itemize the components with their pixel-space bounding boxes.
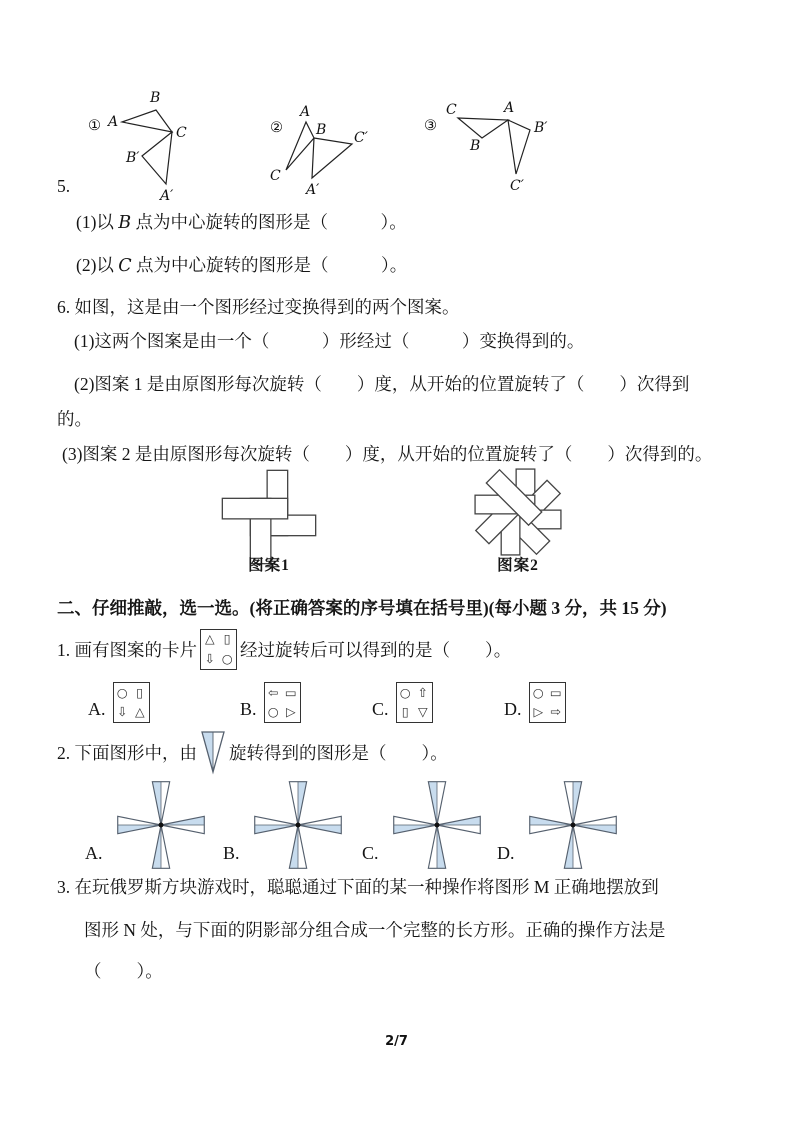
figure-rotation-2 <box>262 92 377 212</box>
pinwheel-c-label: C. <box>362 843 379 863</box>
option-d-card <box>529 682 566 723</box>
s2q2-option-d <box>497 775 623 880</box>
card-c-glyph-1: ○ <box>399 684 411 700</box>
figure3-triangle-rotated <box>508 120 530 174</box>
s2-question-2 <box>57 728 448 776</box>
option-b-label: B. <box>240 699 257 719</box>
s2q2-option-a <box>85 775 211 880</box>
s2q3-line-2: 图形 N 处，与下面的阴影部分组合成一个完整的长方形。正确的操作方法是 <box>84 920 666 940</box>
prompt-card-glyph-3: ⇩ <box>204 650 215 666</box>
card-a-glyph-3: ⇩ <box>117 704 128 719</box>
pinwheel-b-label: B. <box>223 843 240 863</box>
prompt-card-glyph-4: ○ <box>221 650 233 666</box>
card-b-glyph-4: ▷ <box>285 704 296 719</box>
s2q1-post: 经过旋转后可以得到的是（ ）。 <box>240 639 512 660</box>
card-d-glyph-3: ▷ <box>533 704 544 719</box>
s2q1-option-d <box>504 682 566 723</box>
s2-question-1 <box>57 627 511 671</box>
s2q3-line-3: （ ）。 <box>84 961 163 981</box>
q5p2-pre: (2)以 <box>76 255 119 275</box>
pinwheel-b-figure <box>248 775 348 880</box>
pinwheel-d-label: D. <box>497 843 515 863</box>
q5p2-point: C <box>118 256 132 276</box>
card-b-glyph-1: ⇦ <box>268 684 279 700</box>
s2q1-pre: 1. 画有图案的卡片 <box>57 639 197 660</box>
figure3-label-b: B <box>470 138 481 154</box>
question-5-part-1 <box>76 209 407 234</box>
figure1-label-c: C <box>176 125 187 141</box>
question-6-stem: 6. 如图，这是由一个图形经过变换得到的两个图案。 <box>57 297 460 317</box>
option-d-label: D. <box>504 699 522 719</box>
figure1-label-a-prime: A′ <box>160 188 174 204</box>
question-5-number: 5. <box>57 176 71 196</box>
figure1-triangle-abc <box>122 110 172 132</box>
figure1-label-b-prime: B′ <box>126 150 140 166</box>
figure2-label-a-prime: A′ <box>306 182 320 198</box>
s2q1-option-c <box>372 682 433 723</box>
figure3-label-a: A <box>504 100 515 116</box>
figure3-label-c-prime: C′ <box>510 178 524 194</box>
question-6-part-3: (3)图案 2 是由原图形每次旋转（ ）度，从开始的位置旋转了（ ）次得到的。 <box>62 444 713 464</box>
q5p2-post: 点为中心旋转的图形是（ ）。 <box>131 255 408 275</box>
card-d-glyph-4: ⇨ <box>550 704 561 719</box>
card-a-glyph-1: ○ <box>116 684 128 700</box>
prompt-card-glyph-1: △ <box>204 631 215 646</box>
question-6-part-1: (1)这两个图案是由一个（ ）形经过（ ）变换得到的。 <box>74 331 585 351</box>
page-number: 2/7 <box>385 1034 408 1049</box>
s2q2-option-b <box>223 775 348 880</box>
s2q2-pre: 2. 下面图形中，由 <box>57 742 197 763</box>
option-c-card <box>396 682 433 723</box>
figure2-label-c-prime: C′ <box>354 130 368 146</box>
question-5-part-2 <box>76 252 407 277</box>
s2q2-post: 旋转得到的图形是（ ）。 <box>229 742 448 763</box>
card-c-glyph-3: ▯ <box>401 704 409 719</box>
card-b-glyph-2: ▭ <box>284 684 297 700</box>
q5p1-point: B <box>118 213 132 233</box>
card-d-glyph-2: ▭ <box>549 684 562 700</box>
question-6-part-2-cont: 的。 <box>57 409 92 429</box>
card-a-glyph-2: ▯ <box>136 684 144 700</box>
option-a-card <box>113 682 150 723</box>
figure1-triangle-rotated <box>142 132 172 184</box>
prompt-triangle-icon <box>200 729 226 775</box>
option-b-card <box>264 682 301 723</box>
figure2-label-b: B <box>316 122 327 138</box>
s2q3-line-1: 3. 在玩俄罗斯方块游戏时，聪聪通过下面的某一种操作将图形 M 正确地摆放到 <box>57 877 659 897</box>
card-d-glyph-1: ○ <box>532 684 544 700</box>
figure2-number: ② <box>270 120 283 136</box>
pinwheel-c-figure <box>387 775 487 880</box>
figure3-label-b-prime: B′ <box>534 120 548 136</box>
figure2-label-c: C <box>270 168 281 184</box>
prompt-card-glyph-2: ▯ <box>223 631 231 646</box>
pinwheel-a-label: A. <box>85 843 103 863</box>
figure1-number: ① <box>88 118 101 134</box>
q5p1-post: 点为中心旋转的图形是（ ）。 <box>131 212 407 232</box>
option-c-label: C. <box>372 699 389 719</box>
pattern-1-caption: 图案1 <box>248 557 290 574</box>
figure3-triangle-abc <box>458 118 508 138</box>
s2q1-prompt-card <box>200 629 237 670</box>
figure3-label-c: C <box>446 102 457 118</box>
card-a-glyph-4: △ <box>134 704 145 719</box>
figure2-label-a: A <box>300 104 311 120</box>
q5p1-pre: (1)以 <box>76 212 119 232</box>
s2q1-option-a <box>88 682 150 723</box>
figure-rotation-3 <box>418 92 563 212</box>
section-2-title: 二、仔细推敲，选一选。(将正确答案的序号填在括号里)(每小题 3 分，共 15 分) <box>57 598 667 618</box>
card-b-glyph-3: ○ <box>267 704 279 719</box>
card-c-glyph-2: ⇧ <box>417 684 428 700</box>
figure2-triangle-abc <box>286 122 314 170</box>
figure1-label-b: B <box>150 90 161 106</box>
figure-rotation-1 <box>80 88 240 210</box>
figure2-triangle-rotated <box>312 138 352 178</box>
s2q2-option-c <box>362 775 487 880</box>
pinwheel-d-figure <box>523 775 623 880</box>
pattern-2-caption: 图案2 <box>497 557 539 574</box>
option-a-label: A. <box>88 699 106 719</box>
pinwheel-a-figure <box>111 775 211 880</box>
figure1-label-a: A <box>108 114 119 130</box>
question-6-part-2: (2)图案 1 是由原图形每次旋转（ ）度，从开始的位置旋转了（ ）次得到 <box>74 374 690 394</box>
card-c-glyph-4: ▽ <box>417 704 428 719</box>
s2q1-option-b <box>240 682 301 723</box>
figure3-number: ③ <box>424 118 437 134</box>
